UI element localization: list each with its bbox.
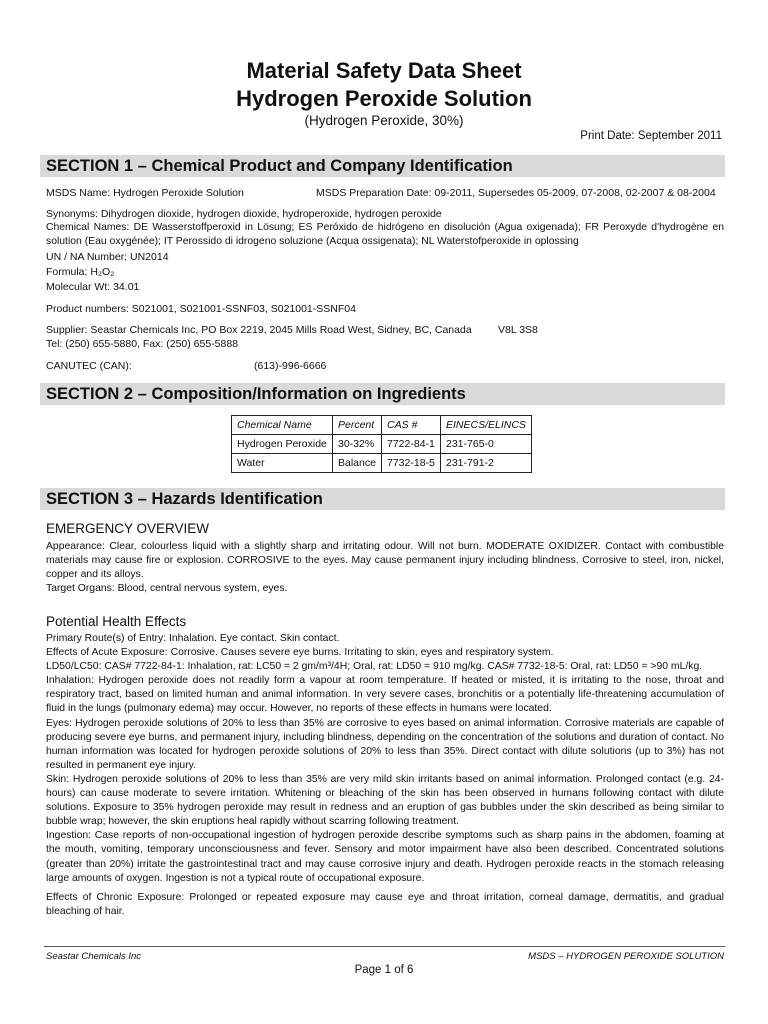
table-cell: 7732-18-5 — [382, 454, 441, 473]
table-header-cell: Chemical Name — [232, 416, 333, 435]
msds-name: MSDS Name: Hydrogen Peroxide Solution — [46, 187, 244, 199]
product-numbers: Product numbers: S021001, S021001-SSNF03, S021001-SSNF04 — [46, 303, 356, 315]
chemical-names — [46, 221, 724, 248]
prep-date: MSDS Preparation Date: 09-2011, Supersedes 05-2009, 07-2008, 02-2007 & 08-2004 — [316, 187, 716, 199]
table-cell: Water — [232, 454, 333, 473]
page-number: Page 1 of 6 — [354, 964, 414, 976]
molecular-weight: Molecular Wt: 34.01 — [46, 281, 140, 293]
health-effects-text — [46, 632, 724, 919]
eyes-text: Eyes: Hydrogen peroxide solutions of 20% to less than 35% are corrosive to eyes based on animal information. Corrosive materials are capable of producing severe eye burns, and permanent injury, including blindness, depending on the concentration of the solutions and duration of contact. No human information was located for hydrogen peroxide solutions of 20% to less than 35%. Direct contact with dilute solutions (up to 3%) has not resulted in permanent eye injury. — [46, 717, 724, 771]
supplier-postal-code: V8L 3S8 — [498, 324, 538, 336]
table-cell: Hydrogen Peroxide — [232, 435, 333, 454]
un-number: UN / NA Number: UN2014 — [46, 251, 169, 263]
supplier: Supplier: Seastar Chemicals Inc, PO Box 2219, 2045 Mills Road West, Sidney, BC, Canada — [46, 324, 472, 336]
print-date: Print Date: September 2011 — [580, 130, 722, 142]
section-2-heading: SECTION 2 – Composition/Information on Ingredients — [40, 383, 725, 405]
inhalation-text: Inhalation: Hydrogen peroxide does not readily form a vapour at room temperature. If heated or misted, it is irritating to the nose, throat and respiratory tract, based on limited human and animal information. In very severe cases, bronchitis or a potentially life-threatening accumulation of fluid in the lungs (pulmonary edema) may occur. However, no reports of these effects in humans were located. — [46, 675, 724, 715]
table-cell: 30-32% — [333, 435, 382, 454]
table-cell: 231-791-2 — [441, 454, 532, 473]
section-1-heading: SECTION 1 – Chemical Product and Company Identification — [40, 155, 725, 177]
supplier-phone: Tel: (250) 655-5880, Fax: (250) 655-5888 — [46, 338, 239, 350]
table-header-cell: CAS # — [382, 416, 441, 435]
appearance-text: Appearance: Clear, colourless liquid with a slightly sharp and irritating odour. Will not burn. MODERATE OXIDIZER. Contact with combustible materials may cause fire or explosion. CORROSIVE to the eyes. May cause permanent injury including blindness. Corrosive to steel, iron, nickel, copper and its alloys. — [46, 541, 724, 581]
footer-company: Seastar Chemicals Inc — [46, 951, 142, 962]
document-subject: Hydrogen Peroxide Solution — [236, 86, 532, 111]
target-organs-text: Target Organs: Blood, central nervous system, eyes. — [46, 583, 288, 595]
ld50-text: LD50/LC50: CAS# 7722-84-1: Inhalation, rat: LC50 = 2 gm/m³/4H; Oral, rat: LD50 = 910 mg/kg. CAS# 7732-18-5: Oral, rat: LD50 = >90 mL/kg. — [46, 661, 703, 673]
primary-routes-text: Primary Route(s) of Entry: Inhalation. Eye contact. Skin contact. — [46, 633, 340, 644]
formula: Formula: H₂O₂ — [46, 266, 115, 278]
document-title: Material Safety Data Sheet — [246, 58, 522, 83]
footer-document-name: MSDS – HYDROGEN PEROXIDE SOLUTION — [528, 951, 724, 962]
table-header-cell: EINECS/ELINCS — [441, 416, 532, 435]
emergency-overview-text — [46, 540, 724, 596]
table-cell: 231-765-0 — [441, 435, 532, 454]
chemical-names-text: Chemical Names: DE Wasserstoffperoxid in Lösung; ES Peróxido de hidrógeno en disolución (Agua oxigenada); FR Peroxyde d'hydrogène en solution (Eau oxygénée); IT Perossido di idrogeno soluzione (Acqua ossigenata); NL Waterstofperoxide in oplossing — [46, 222, 724, 247]
skin-text: Skin: Hydrogen peroxide solutions of 20% to less than 35% are very mild skin irritants based on animal information. Prolonged contact (e.g. 24-hours) can cause moderate to severe irritation. Whitening or bleaching of the skin has been observed in humans following contact with dilute solutions. Exposure to 35% hydrogen peroxide may result in redness and an eruption of gas bubbles under the skin described as being similar to bubble wrap; however, the skin eruptions heal rapidly without scarring following treatment. — [46, 773, 724, 828]
synonyms: Synonyms: Dihydrogen dioxide, hydrogen dioxide, hydroperoxide, hydrogen peroxide — [46, 208, 442, 220]
document-subtitle: (Hydrogen Peroxide, 30%) — [304, 113, 464, 128]
table-row — [232, 435, 532, 454]
chronic-exposure-text: Effects of Chronic Exposure: Prolonged or repeated exposure may cause eye and throat irritation, corneal damage, dermatitis, and gradual bleaching of hair. — [46, 891, 724, 917]
section-3-heading: SECTION 3 – Hazards Identification — [40, 488, 725, 510]
table-header-row — [232, 416, 532, 435]
emergency-overview-heading: EMERGENCY OVERVIEW — [46, 521, 210, 536]
ingestion-text: Ingestion: Case reports of non-occupational ingestion of hydrogen peroxide describe symptoms such as sharp pains in the abdomen, foaming at the mouth, vomiting, temporary unconsciousness and fever. Sensory and motor impairment have also been described. Concentrated solutions (greater than 20%) irritate the gastrointestinal tract and may cause corrosive injury and death. Hydrogen peroxide reacts in the stomach releasing large amounts of oxygen. Ingestion is not a typical route of occupational exposure. — [46, 830, 724, 884]
composition-table — [231, 415, 532, 473]
table-cell: Balance — [333, 454, 382, 473]
footer-divider — [44, 946, 725, 947]
table-row — [232, 454, 532, 473]
table-cell: 7722-84-1 — [382, 435, 441, 454]
canutec-phone: (613)-996-6666 — [254, 360, 327, 372]
table-header-cell: Percent — [333, 416, 382, 435]
canutec-label: CANUTEC (CAN): — [46, 360, 132, 372]
potential-health-effects-heading: Potential Health Effects — [46, 614, 187, 629]
acute-exposure-text: Effects of Acute Exposure: Corrosive. Causes severe eye burns. Irritating to skin, eyes and respiratory system. — [46, 647, 554, 659]
